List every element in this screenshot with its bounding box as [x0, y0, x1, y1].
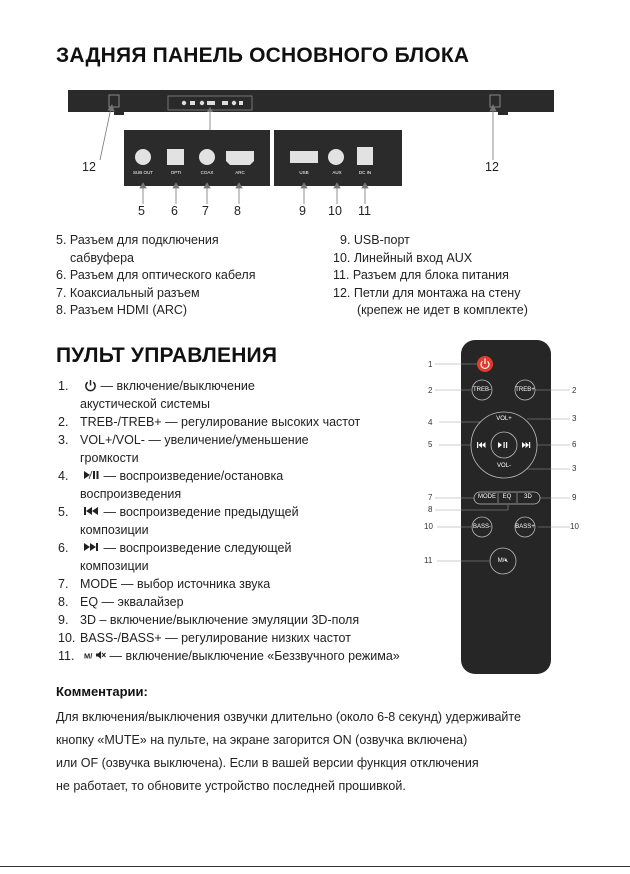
- remote-callout-10-left: 10: [424, 522, 433, 531]
- remote-callout-2-right: 2: [572, 386, 577, 395]
- list-item-5: 5. — воспроизведение предыдущей: [58, 505, 299, 519]
- list-item-7: 7. MODE — выбор источника звука: [58, 577, 271, 591]
- list-item-1-cont: акустической системы: [80, 397, 210, 411]
- prev-icon: [84, 506, 100, 516]
- port-label-usb: USB: [299, 170, 309, 175]
- remote-callout-1: 1: [428, 360, 433, 369]
- sub-out-port: [135, 149, 151, 165]
- remote-callout-5: 5: [428, 440, 433, 449]
- callout-9: 9: [299, 204, 306, 218]
- comment-line-3: или OF (озвучка выключена). Если в вашей версии функция отключения: [56, 756, 479, 770]
- legend-item-10: 10. Линейный вход AUX: [333, 250, 473, 265]
- legend-left: [56, 232, 255, 320]
- remote-callout-10-right: 10: [570, 522, 579, 531]
- mute-label: M/🔇︎: [497, 558, 509, 564]
- callout-7: 7: [202, 204, 209, 218]
- remote-callout-11: 11: [424, 556, 433, 565]
- legend-item-12-cont: (крепеж не идет в комплекте): [357, 303, 528, 317]
- bass-minus-label: BASS-: [472, 524, 491, 530]
- usb-port: [290, 151, 318, 163]
- remote-callout-8: 8: [428, 505, 433, 514]
- remote-title: ПУЛЬТ УПРАВЛЕНИЯ: [56, 344, 278, 367]
- comment-line-4: не работает, то обновите устройство последней прошивкой.: [56, 779, 406, 793]
- list-item-8: 8. EQ — эквалайзер: [58, 595, 184, 609]
- next-icon: [84, 542, 100, 552]
- eq-label[interactable]: EQ: [502, 494, 512, 500]
- list-item-3: 3. VOL+/VOL- — увеличение/уменьшение: [58, 433, 309, 447]
- list-item-1: 1. — включение/выключение: [58, 379, 255, 393]
- port-label-dc-in: DC IN: [358, 170, 372, 175]
- callout-6: 6: [171, 204, 178, 218]
- comment-line-2: кнопку «MUTE» на пульте, на экране загорится ON (озвучка включена): [56, 733, 468, 747]
- port-label-aux: AUX: [332, 170, 342, 175]
- bass-plus-label: BASS+: [515, 524, 535, 530]
- soundbar-body: [68, 90, 554, 112]
- remote-callout-7: 7: [428, 493, 433, 502]
- 3d-label[interactable]: 3D: [524, 494, 532, 500]
- list-item-5-cont: композиции: [80, 523, 149, 537]
- play-pause-icon: [84, 470, 100, 480]
- legend-item-9: 9. USB-порт: [340, 233, 410, 247]
- legend-item-7: 7. Коаксиальный разъем: [56, 285, 200, 300]
- optical-port: [167, 149, 184, 165]
- list-item-6: 6. — воспроизведение следующей: [58, 541, 292, 555]
- comment-line-1: Для включения/выключения озвучки длительно (около 6-8 секунд) удерживайте: [56, 710, 521, 724]
- legend-item-5: 5. Разъем для подключения: [56, 233, 219, 247]
- port-label-sub-out: SUB OUT: [132, 170, 153, 175]
- list-item-6-cont: композиции: [80, 559, 149, 573]
- mute-icon: [84, 650, 106, 660]
- list-item-3-cont: громкости: [80, 451, 139, 465]
- list-item-11: 11. M/ — включение/выключение «Беззвучного режима»: [58, 649, 400, 663]
- list-item-4-cont: воспроизведения: [80, 487, 182, 501]
- callout-5: 5: [138, 204, 145, 218]
- legend-right: [333, 232, 528, 320]
- remote-callout-3-top: 3: [572, 414, 577, 423]
- legend-item-11: 11. Разъем для блока питания: [333, 268, 509, 282]
- dc-in-port: [357, 147, 373, 165]
- vol-plus-label: VOL+: [496, 416, 512, 422]
- power-icon: [84, 379, 97, 392]
- svg-text:M/: M/: [84, 651, 93, 660]
- legend-item-5-cont: сабвуфера: [70, 250, 134, 265]
- legend-item-8: 8. Разъем HDMI (ARC): [56, 303, 188, 317]
- list-item-4: 4. — воспроизведение/остановка: [58, 469, 284, 483]
- hdmi-arc-port: [226, 151, 254, 165]
- remote-callout-6: 6: [572, 440, 577, 449]
- remote-callout-4: 4: [428, 418, 433, 427]
- aux-port: [328, 149, 344, 165]
- treb-minus-label: TREB-: [473, 387, 491, 393]
- remote-callout-9: 9: [572, 493, 577, 502]
- legend-item-6: 6. Разъем для оптического кабеля: [56, 268, 256, 282]
- list-item-10: 10. BASS-/BASS+ — регулирование низких частот: [58, 631, 351, 645]
- remote-diagram: [415, 335, 585, 680]
- list-item-2: 2. TREB-/TREB+ — регулирование высоких частот: [58, 415, 361, 429]
- treb-plus-label: TREB+: [515, 387, 535, 393]
- callout-10: 10: [328, 204, 342, 218]
- port-label-coax: COAX: [200, 170, 214, 175]
- list-item-9: 9. 3D – включение/выключение эмуляции 3D-поля: [58, 613, 360, 627]
- legend-item-12: 12. Петли для монтажа на стену: [333, 285, 521, 300]
- vol-minus-label: VOL-: [496, 463, 511, 469]
- rear-panel-title: ЗАДНЯЯ ПАНЕЛЬ ОСНОВНОГО БЛОКА: [56, 44, 470, 67]
- mode-label[interactable]: MODE: [478, 494, 496, 500]
- callout-12-right: 12: [485, 160, 499, 174]
- remote-callout-3-bottom: 3: [572, 464, 577, 473]
- coax-port: [199, 149, 215, 165]
- remote-callout-2-left: 2: [428, 386, 433, 395]
- callout-8: 8: [234, 204, 241, 218]
- port-label-arc: ARC: [235, 170, 245, 175]
- callout-12-left: 12: [82, 160, 96, 174]
- rear-panel-diagram: [0, 0, 630, 230]
- callout-11: 11: [358, 204, 371, 218]
- port-label-optical: OPTI: [170, 170, 182, 175]
- bottom-rule: [0, 866, 630, 867]
- comments-title: Комментарии:: [56, 684, 148, 699]
